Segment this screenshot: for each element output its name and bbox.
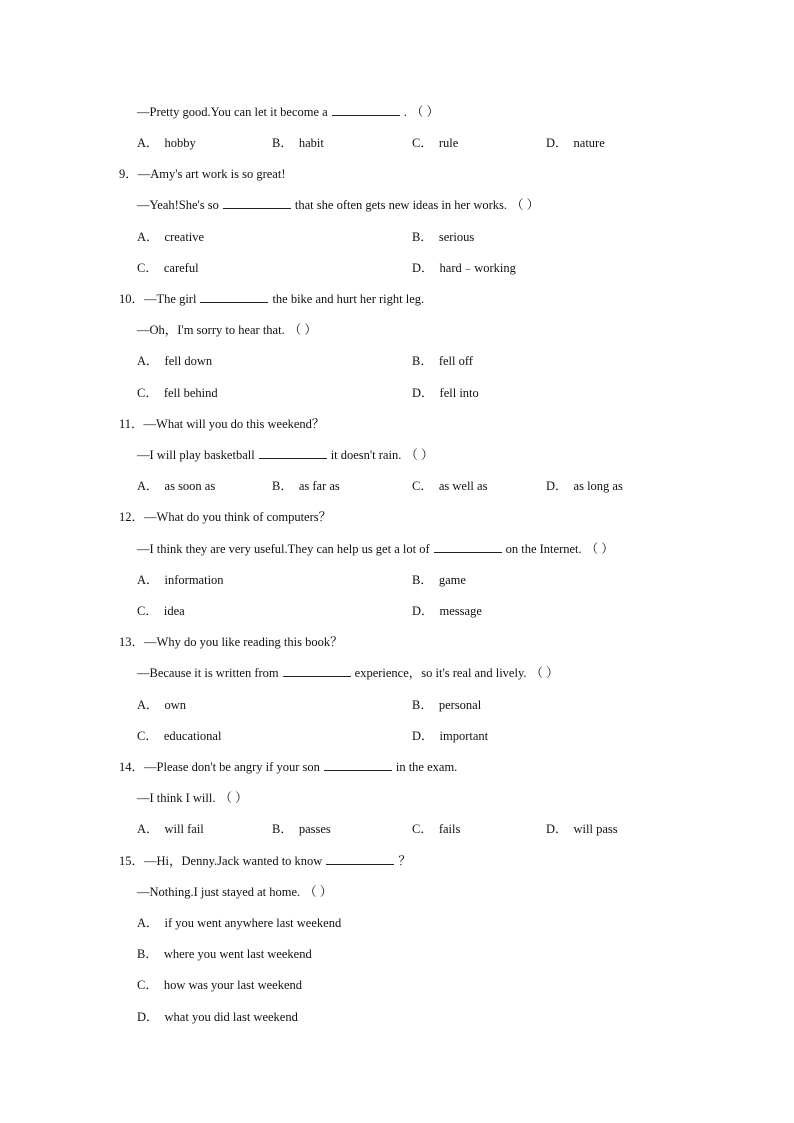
question-number: 13． xyxy=(119,635,145,649)
answer-text-after: that she often gets new ideas in her works. xyxy=(294,198,508,212)
answer-line xyxy=(137,447,433,463)
answer-line xyxy=(137,104,439,120)
question-text: —The girl xyxy=(144,292,197,306)
option-d: D． hard﹣working xyxy=(412,261,516,275)
answer-line xyxy=(137,665,559,681)
option-a: A． own xyxy=(137,698,187,712)
answer-paren: （ ） xyxy=(511,198,540,212)
answer-text-after: experience，so it's real and lively. xyxy=(354,666,527,680)
answer-line xyxy=(137,884,332,900)
option-b: B． as far as xyxy=(272,479,340,493)
option-c: C． fell behind xyxy=(137,386,218,400)
answer-blank xyxy=(434,541,502,553)
option-b: B． serious xyxy=(412,230,475,244)
option-d: D． fell into xyxy=(412,386,479,400)
answer-paren: （ ） xyxy=(585,542,614,556)
option-b: B． fell off xyxy=(412,354,473,368)
question-line xyxy=(119,509,331,525)
answer-blank xyxy=(332,104,400,116)
question-text-after: ？ xyxy=(398,854,411,868)
option-c: C． rule xyxy=(412,136,459,150)
question-line xyxy=(119,291,424,307)
answer-paren: （ ） xyxy=(288,323,317,337)
question-text: —What will you do this weekend？ xyxy=(143,417,325,431)
question-number: 15． xyxy=(119,854,145,868)
question-number: 11． xyxy=(119,417,144,431)
option-c: C． educational xyxy=(137,729,222,743)
question-text: —What do you think of computers？ xyxy=(144,510,332,524)
question-text: —Please don't be angry if your son xyxy=(144,760,320,774)
option-c: C． careful xyxy=(137,261,199,275)
option-c: C． fails xyxy=(412,822,461,836)
option-d: D． will pass xyxy=(546,822,618,836)
question-line xyxy=(119,634,343,650)
answer-text-after: it doesn't rain. xyxy=(330,448,402,462)
option-b: B． where you went last weekend xyxy=(137,947,312,961)
option-b: B． personal xyxy=(412,698,482,712)
option-b: B． game xyxy=(412,573,466,587)
option-d: D． as long as xyxy=(546,479,623,493)
answer-line xyxy=(137,322,317,338)
answer-text: —I think they are very useful.They can help us get a lot of xyxy=(137,542,430,556)
option-a: A． creative xyxy=(137,230,205,244)
option-c: C． how was your last weekend xyxy=(137,978,303,992)
option-c: C． idea xyxy=(137,604,185,618)
question-text-after: in the exam. xyxy=(395,760,458,774)
option-b: B． habit xyxy=(272,136,324,150)
option-d: D． nature xyxy=(546,136,605,150)
question-text: —Hi，Denny.Jack wanted to know xyxy=(144,854,323,868)
option-a: A． information xyxy=(137,573,224,587)
answer-paren: （ ） xyxy=(530,666,559,680)
answer-text: —Yeah!She's so xyxy=(137,198,219,212)
answer-text: —I will play basketball xyxy=(137,448,255,462)
answer-paren: （ ） xyxy=(304,885,333,899)
answer-paren: （ ） xyxy=(410,105,439,119)
answer-line xyxy=(137,541,614,557)
answer-text: —Nothing.I just stayed at home. xyxy=(137,885,301,899)
question-line xyxy=(119,416,324,432)
option-d: D． message xyxy=(412,604,482,618)
question-number: 9． xyxy=(119,167,138,181)
option-d: D． important xyxy=(412,729,489,743)
answer-blank xyxy=(259,447,327,459)
question-blank xyxy=(326,853,394,865)
question-line xyxy=(119,166,285,182)
option-c: C． as well as xyxy=(412,479,488,493)
answer-line xyxy=(137,790,248,806)
answer-paren: （ ） xyxy=(219,791,248,805)
option-b: B． passes xyxy=(272,822,331,836)
question-blank xyxy=(324,759,392,771)
answer-line xyxy=(137,197,539,213)
question-text: —Amy's art work is so great! xyxy=(137,167,286,181)
question-line xyxy=(119,853,411,869)
question-number: 12． xyxy=(119,510,145,524)
question-number: 14． xyxy=(119,760,145,774)
option-a: A． fell down xyxy=(137,354,213,368)
option-a: A． will fail xyxy=(137,822,204,836)
answer-text: —I think I will. xyxy=(137,791,216,805)
answer-blank xyxy=(223,197,291,209)
answer-text-after: . xyxy=(403,105,407,119)
option-a: A． hobby xyxy=(137,136,196,150)
answer-text: —Because it is written from xyxy=(137,666,279,680)
answer-text: —Pretty good.You can let it become a xyxy=(137,105,328,119)
option-a: A． if you went anywhere last weekend xyxy=(137,916,342,930)
answer-paren: （ ） xyxy=(405,448,434,462)
option-d: D． what you did last weekend xyxy=(137,1010,298,1024)
answer-text-after: on the Internet. xyxy=(505,542,582,556)
answer-blank xyxy=(283,665,351,677)
question-line xyxy=(119,759,457,775)
question-number: 10． xyxy=(119,292,145,306)
question-text-after: the bike and hurt her right leg. xyxy=(272,292,425,306)
question-blank xyxy=(200,291,268,303)
question-text: —Why do you like reading this book？ xyxy=(144,635,343,649)
answer-text: —Oh，I'm sorry to hear that. xyxy=(137,323,285,337)
option-a: A． as soon as xyxy=(137,479,216,493)
